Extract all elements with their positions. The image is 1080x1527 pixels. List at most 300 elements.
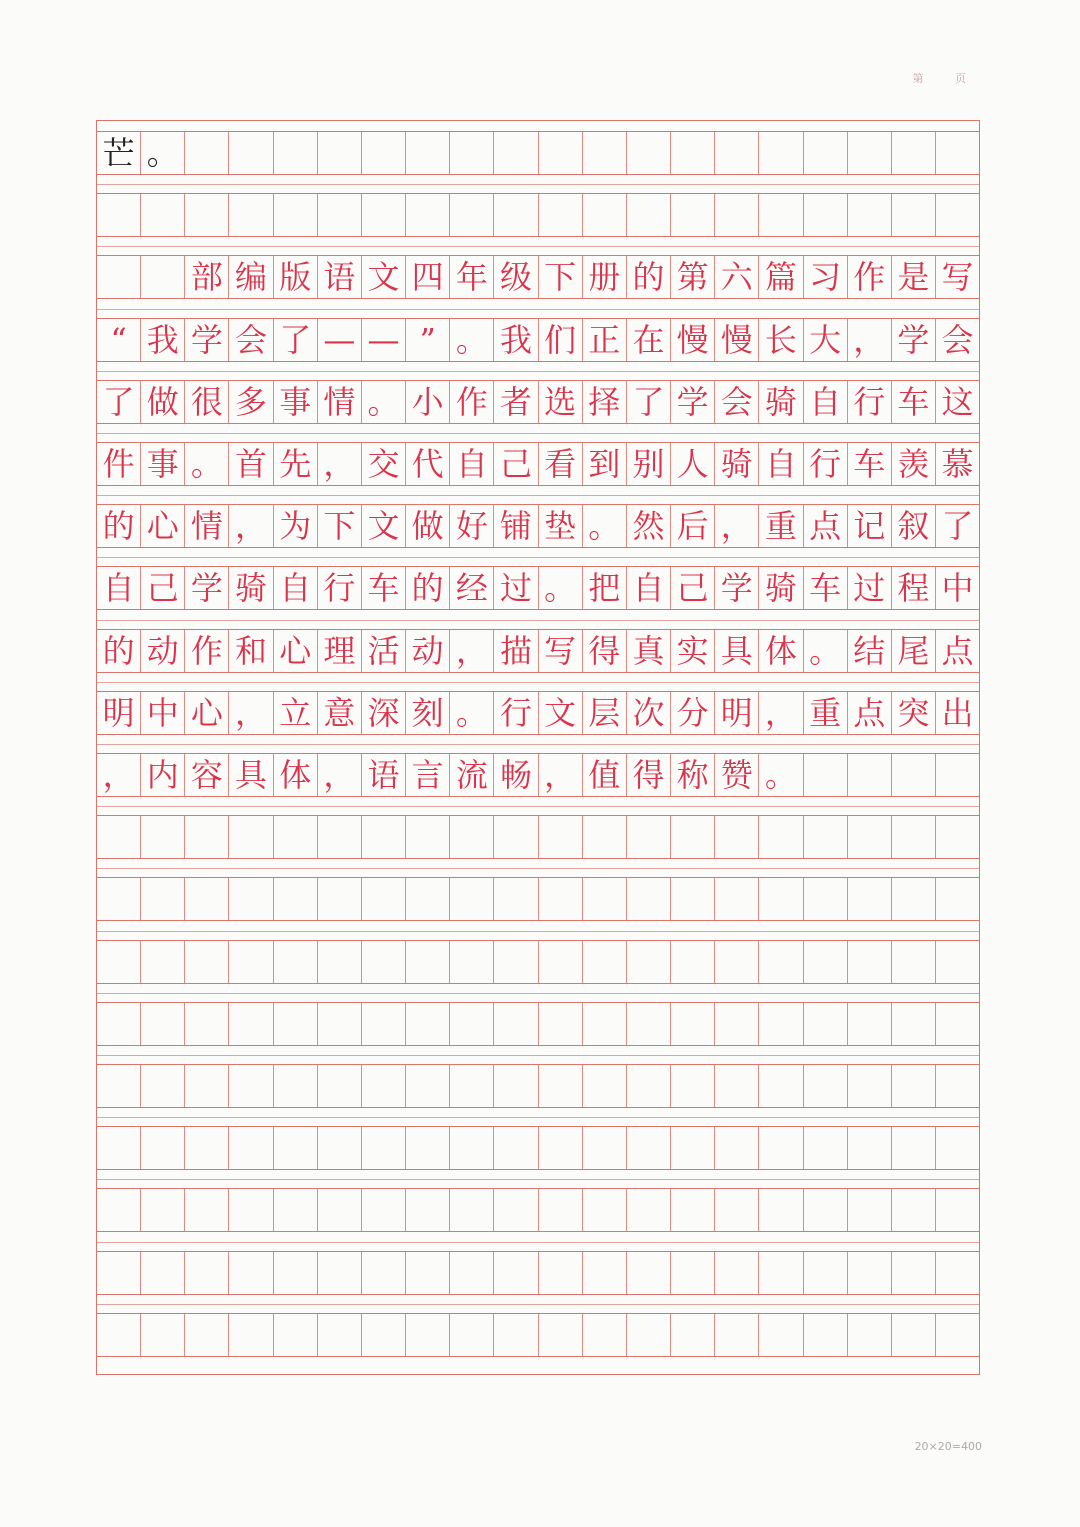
grid-cell	[494, 194, 538, 236]
grid-cell	[229, 1065, 273, 1107]
grid-cell	[229, 1003, 273, 1045]
grid-cell	[936, 1127, 979, 1169]
grid-cell: 层	[583, 692, 627, 734]
grid-cell	[141, 878, 185, 920]
grid-cell	[229, 1127, 273, 1169]
grid-row	[97, 566, 979, 610]
grid-cell	[318, 878, 362, 920]
grid-cell	[274, 941, 318, 983]
grid-cell	[627, 1189, 671, 1231]
grid-cell: 学	[715, 567, 759, 609]
grid-cell	[141, 194, 185, 236]
grid-cell	[185, 1065, 229, 1107]
grid-cell	[274, 1065, 318, 1107]
grid-cell: 骑	[759, 567, 803, 609]
grid-cell: 自	[97, 567, 141, 609]
grid-cell	[362, 132, 406, 174]
grid-cell	[892, 878, 936, 920]
grid-cell	[583, 1065, 627, 1107]
grid-cell: 中	[141, 692, 185, 734]
grid-cell	[450, 1065, 494, 1107]
grid-cell	[494, 816, 538, 858]
grid-cell: 。	[141, 132, 185, 174]
grid-cell	[185, 816, 229, 858]
grid-cell: 作	[450, 381, 494, 423]
grid-cell: 大	[804, 319, 848, 361]
grid-cell: 是	[892, 256, 936, 298]
grid-cell	[804, 816, 848, 858]
grid-cell	[583, 194, 627, 236]
row-gap-line	[97, 557, 979, 558]
grid-cell	[848, 132, 892, 174]
grid-cell: 看	[539, 443, 583, 485]
grid-cell	[892, 754, 936, 796]
grid-cell: 。	[583, 505, 627, 547]
grid-row	[97, 504, 979, 548]
grid-cell: 记	[848, 505, 892, 547]
grid-cell: 四	[406, 256, 450, 298]
grid-cell	[759, 941, 803, 983]
grid-cell: 版	[274, 256, 318, 298]
grid-cell	[406, 816, 450, 858]
grid-row	[97, 1126, 979, 1170]
grid-cell	[627, 816, 671, 858]
grid-cell: 首	[229, 443, 273, 485]
grid-cell: 骑	[229, 567, 273, 609]
grid-cell	[583, 941, 627, 983]
grid-cell	[318, 1003, 362, 1045]
grid-cell	[759, 1314, 803, 1356]
grid-cell: 重	[759, 505, 803, 547]
grid-cell: 芒	[97, 132, 141, 174]
grid-cell: 情	[318, 381, 362, 423]
row-gap-line	[97, 806, 979, 807]
grid-cell: 择	[583, 381, 627, 423]
grid-cell: 点	[804, 505, 848, 547]
grid-cell	[936, 878, 979, 920]
grid-cell: 结	[848, 630, 892, 672]
grid-cell	[450, 816, 494, 858]
grid-cell	[759, 1127, 803, 1169]
grid-cell	[715, 1065, 759, 1107]
grid-cell	[936, 1314, 979, 1356]
grid-cell	[892, 132, 936, 174]
grid-cell: 车	[362, 567, 406, 609]
grid-cell	[494, 132, 538, 174]
grid-cell	[185, 1314, 229, 1356]
grid-cell	[627, 1127, 671, 1169]
grid-cell: 我	[494, 319, 538, 361]
grid-cell: 心	[185, 692, 229, 734]
grid-cell	[715, 1314, 759, 1356]
grid-cell	[892, 816, 936, 858]
grid-cell	[450, 194, 494, 236]
grid-cell	[627, 878, 671, 920]
grid-cell	[671, 816, 715, 858]
grid-cell	[539, 1003, 583, 1045]
grid-row	[97, 193, 979, 237]
grid-cell	[627, 941, 671, 983]
grid-row	[97, 815, 979, 859]
grid-cell	[362, 1065, 406, 1107]
grid-cell: 。	[362, 381, 406, 423]
grid-cell	[848, 816, 892, 858]
grid-cell	[671, 1127, 715, 1169]
grid-cell	[97, 1252, 141, 1294]
grid-cell	[185, 1003, 229, 1045]
grid-cell	[936, 194, 979, 236]
grid-cell: ，	[450, 630, 494, 672]
grid-cell: 体	[274, 754, 318, 796]
grid-cell: 己	[671, 567, 715, 609]
grid-cell: 垫	[539, 505, 583, 547]
grid-cell: 为	[274, 505, 318, 547]
grid-cell	[494, 941, 538, 983]
grid-cell: 中	[941, 569, 974, 608]
grid-cell: 文	[539, 692, 583, 734]
grid-cell	[406, 194, 450, 236]
row-gap-line	[97, 246, 979, 247]
grid-cell: 编	[229, 256, 273, 298]
grid-cell	[97, 816, 141, 858]
grid-cell	[318, 1252, 362, 1294]
grid-cell: 行	[804, 443, 848, 485]
grid-cell: 慕	[941, 445, 974, 483]
grid-cell	[450, 1314, 494, 1356]
grid-cell: 深	[362, 692, 406, 734]
grid-cell: —	[362, 319, 406, 361]
grid-cell	[274, 132, 318, 174]
grid-cell: 经	[450, 567, 494, 609]
grid-cell: 人	[671, 443, 715, 485]
grid-cell	[583, 1127, 627, 1169]
grid-cell	[583, 878, 627, 920]
row-gap-line	[97, 495, 979, 496]
grid-cell	[539, 878, 583, 920]
grid-cell	[97, 1065, 141, 1107]
grid-row	[97, 940, 979, 984]
grid-cell	[229, 941, 273, 983]
grid-cell	[185, 1252, 229, 1294]
grid-cell: 动	[141, 630, 185, 672]
grid-cell	[759, 194, 803, 236]
grid-cell	[274, 816, 318, 858]
grid-cell: 件	[97, 443, 141, 485]
grid-cell	[406, 1003, 450, 1045]
grid-cell	[406, 1314, 450, 1356]
grid-cell	[539, 132, 583, 174]
grid-cell	[229, 1314, 273, 1356]
grid-cell: 第	[671, 256, 715, 298]
grid-cell: 文	[362, 505, 406, 547]
grid-cell: 六	[715, 256, 759, 298]
grid-cell	[494, 1252, 538, 1294]
grid-cell: 叙	[892, 505, 936, 547]
grid-cell	[759, 1065, 803, 1107]
row-gap-line	[97, 184, 979, 185]
grid-cell: 正	[583, 319, 627, 361]
grid-cell	[848, 878, 892, 920]
grid-cell	[848, 1314, 892, 1356]
grid-cell	[362, 1127, 406, 1169]
grid-cell	[759, 132, 803, 174]
grid-cell: “	[97, 319, 141, 361]
grid-cell: 交	[362, 443, 406, 485]
row-gap-line	[97, 371, 979, 372]
grid-cell: 我	[141, 319, 185, 361]
grid-cell	[671, 1314, 715, 1356]
grid-cell	[671, 1252, 715, 1294]
grid-cell	[494, 1314, 538, 1356]
grid-cell	[141, 256, 185, 298]
grid-cell	[406, 941, 450, 983]
grid-row	[97, 1002, 979, 1046]
grid-cell	[274, 1127, 318, 1169]
grid-cell: 重	[804, 692, 848, 734]
grid-cell	[406, 1065, 450, 1107]
grid-cell	[362, 816, 406, 858]
grid-cell	[450, 1252, 494, 1294]
grid-cell	[406, 1189, 450, 1231]
grid-cell: 尾	[892, 630, 936, 672]
grid-cell: 意	[318, 692, 362, 734]
grid-cell: 习	[804, 256, 848, 298]
grid-cell	[804, 1189, 848, 1231]
grid-cell	[539, 1314, 583, 1356]
grid-cell: 行	[494, 692, 538, 734]
grid-cell: 突	[892, 692, 936, 734]
grid-cell: 描	[494, 630, 538, 672]
grid-cell	[627, 1065, 671, 1107]
grid-cell: 铺	[494, 505, 538, 547]
grid-cell: 代	[406, 443, 450, 485]
grid-cell	[671, 878, 715, 920]
grid-cell	[97, 256, 141, 298]
grid-cell: 多	[229, 381, 273, 423]
grid-cell: ，	[318, 443, 362, 485]
grid-cell	[406, 878, 450, 920]
grid-cell	[627, 1252, 671, 1294]
grid-cell: 容	[185, 754, 229, 796]
row-gap-line	[97, 931, 979, 932]
grid-cell: 活	[362, 630, 406, 672]
grid-cell	[583, 1003, 627, 1045]
grid-cell: 体	[759, 630, 803, 672]
grid-cell: 值	[583, 754, 627, 796]
grid-cell	[848, 194, 892, 236]
grid-cell	[848, 1065, 892, 1107]
grid-cell: 慢	[715, 319, 759, 361]
grid-cell	[759, 1003, 803, 1045]
grid-cell: 长	[759, 319, 803, 361]
grid-cell	[804, 878, 848, 920]
grid-cell	[406, 1127, 450, 1169]
grid-cell	[936, 132, 979, 174]
grid-cell: 自	[759, 443, 803, 485]
grid-cell	[97, 1003, 141, 1045]
grid-cell: 好	[450, 505, 494, 547]
grid-cell	[804, 1127, 848, 1169]
grid-cell	[229, 194, 273, 236]
grid-cell: 把	[583, 567, 627, 609]
page-number-mark: 第 页	[912, 72, 980, 85]
grid-cell	[804, 1003, 848, 1045]
grid-cell	[539, 941, 583, 983]
grid-cell	[97, 1127, 141, 1169]
grid-cell	[671, 1065, 715, 1107]
grid-cell	[318, 1314, 362, 1356]
grid-cell: 。	[450, 319, 494, 361]
grid-cell	[97, 941, 141, 983]
grid-cell: 了	[941, 507, 974, 546]
grid-cell: 流	[450, 754, 494, 796]
grid-cell	[936, 1003, 979, 1045]
grid-cell	[715, 1252, 759, 1294]
grid-cell: 。	[759, 754, 803, 796]
grid-cell: 刻	[406, 692, 450, 734]
grid-cell	[671, 941, 715, 983]
grid-cell	[274, 1003, 318, 1045]
grid-cell: 到	[583, 443, 627, 485]
grid-cell: 赞	[715, 754, 759, 796]
grid-cell	[494, 878, 538, 920]
grid-cell	[892, 1127, 936, 1169]
grid-cell: 学	[892, 319, 936, 361]
grid-cell	[318, 816, 362, 858]
grid-cell	[759, 816, 803, 858]
grid-cell	[892, 194, 936, 236]
grid-cell: 心	[274, 630, 318, 672]
grid-cell	[848, 941, 892, 983]
grid-cell	[848, 1127, 892, 1169]
grid-cell	[318, 194, 362, 236]
grid-cell	[804, 1314, 848, 1356]
row-gap-line	[97, 620, 979, 621]
grid-cell: 车	[892, 381, 936, 423]
grid-cell	[362, 1189, 406, 1231]
grid-cell: 自	[450, 443, 494, 485]
grid-cell	[450, 1127, 494, 1169]
grid-cell: 会	[715, 381, 759, 423]
grid-cell	[185, 1127, 229, 1169]
grid-cell: 过	[848, 567, 892, 609]
grid-cell	[627, 132, 671, 174]
grid-cell	[406, 1252, 450, 1294]
grid-cell	[362, 941, 406, 983]
grid-cell	[141, 1065, 185, 1107]
grid-cell: 过	[494, 567, 538, 609]
grid-row	[97, 753, 979, 797]
grid-cell: 学	[671, 381, 715, 423]
grid-cell: 们	[539, 319, 583, 361]
grid-cell	[583, 132, 627, 174]
grid-cell	[804, 754, 848, 796]
grid-row	[97, 691, 979, 735]
grid-cell: 次	[627, 692, 671, 734]
grid-cell: 写	[941, 258, 974, 297]
grid-cell: 做	[406, 505, 450, 547]
grid-cell	[229, 132, 273, 174]
grid-cell	[318, 941, 362, 983]
grid-cell	[185, 941, 229, 983]
grid-cell	[185, 1189, 229, 1231]
grid-cell	[892, 1252, 936, 1294]
grid-cell: 在	[627, 319, 671, 361]
grid-cell	[406, 132, 450, 174]
grid-cell: 行	[318, 567, 362, 609]
row-gap-line	[97, 433, 979, 434]
grid-cell	[715, 816, 759, 858]
grid-cell	[185, 132, 229, 174]
grid-cell: ，	[759, 692, 803, 734]
grid-cell: 自	[627, 567, 671, 609]
grid-row	[97, 442, 979, 486]
grid-cell	[671, 1003, 715, 1045]
grid-cell	[671, 132, 715, 174]
grid-cell: 和	[229, 630, 273, 672]
grid-cell	[539, 1065, 583, 1107]
grid-cell	[671, 1189, 715, 1231]
grid-cell: 然	[627, 505, 671, 547]
grid-cell: 做	[141, 381, 185, 423]
grid-cell: 己	[494, 443, 538, 485]
grid-cell	[936, 1189, 979, 1231]
grid-cell	[715, 132, 759, 174]
grid-cell	[97, 1314, 141, 1356]
grid-cell: 会	[229, 319, 273, 361]
grid-cell: 文	[362, 256, 406, 298]
grid-cell: 写	[539, 630, 583, 672]
grid-cell: 者	[494, 381, 538, 423]
grid-cell	[892, 1003, 936, 1045]
grid-cell: 选	[539, 381, 583, 423]
grid-cell: 下	[539, 256, 583, 298]
grid-cell	[848, 1189, 892, 1231]
grid-cell: 部	[185, 256, 229, 298]
grid-cell	[494, 1127, 538, 1169]
grid-cell: 事	[274, 381, 318, 423]
grid-cell	[804, 194, 848, 236]
grid-cell: 后	[671, 505, 715, 547]
grid-cell	[627, 1314, 671, 1356]
grid-row	[97, 1064, 979, 1108]
grid-cell: 动	[406, 630, 450, 672]
grid-cell: 立	[274, 692, 318, 734]
grid-cell	[936, 816, 979, 858]
grid-row	[97, 131, 979, 175]
grid-cell	[362, 1003, 406, 1045]
grid-cell	[539, 194, 583, 236]
grid-cell: 程	[892, 567, 936, 609]
grid-cell: 了	[274, 319, 318, 361]
grid-cell: 。	[804, 630, 848, 672]
grid-cell	[141, 1127, 185, 1169]
grid-cell: 。	[450, 692, 494, 734]
grid-cell: 自	[274, 567, 318, 609]
grid-cell: 很	[185, 381, 229, 423]
row-gap-line	[97, 993, 979, 994]
grid-cell: 点	[941, 631, 974, 670]
grid-cell: 明	[97, 692, 141, 734]
grid-cell	[229, 1189, 273, 1231]
grid-cell: 的	[97, 630, 141, 672]
grid-cell: 情	[185, 505, 229, 547]
row-gap-line	[97, 682, 979, 683]
grid-cell: 语	[318, 256, 362, 298]
grid-cell	[539, 816, 583, 858]
grid-cell	[583, 1252, 627, 1294]
grid-cell	[362, 878, 406, 920]
